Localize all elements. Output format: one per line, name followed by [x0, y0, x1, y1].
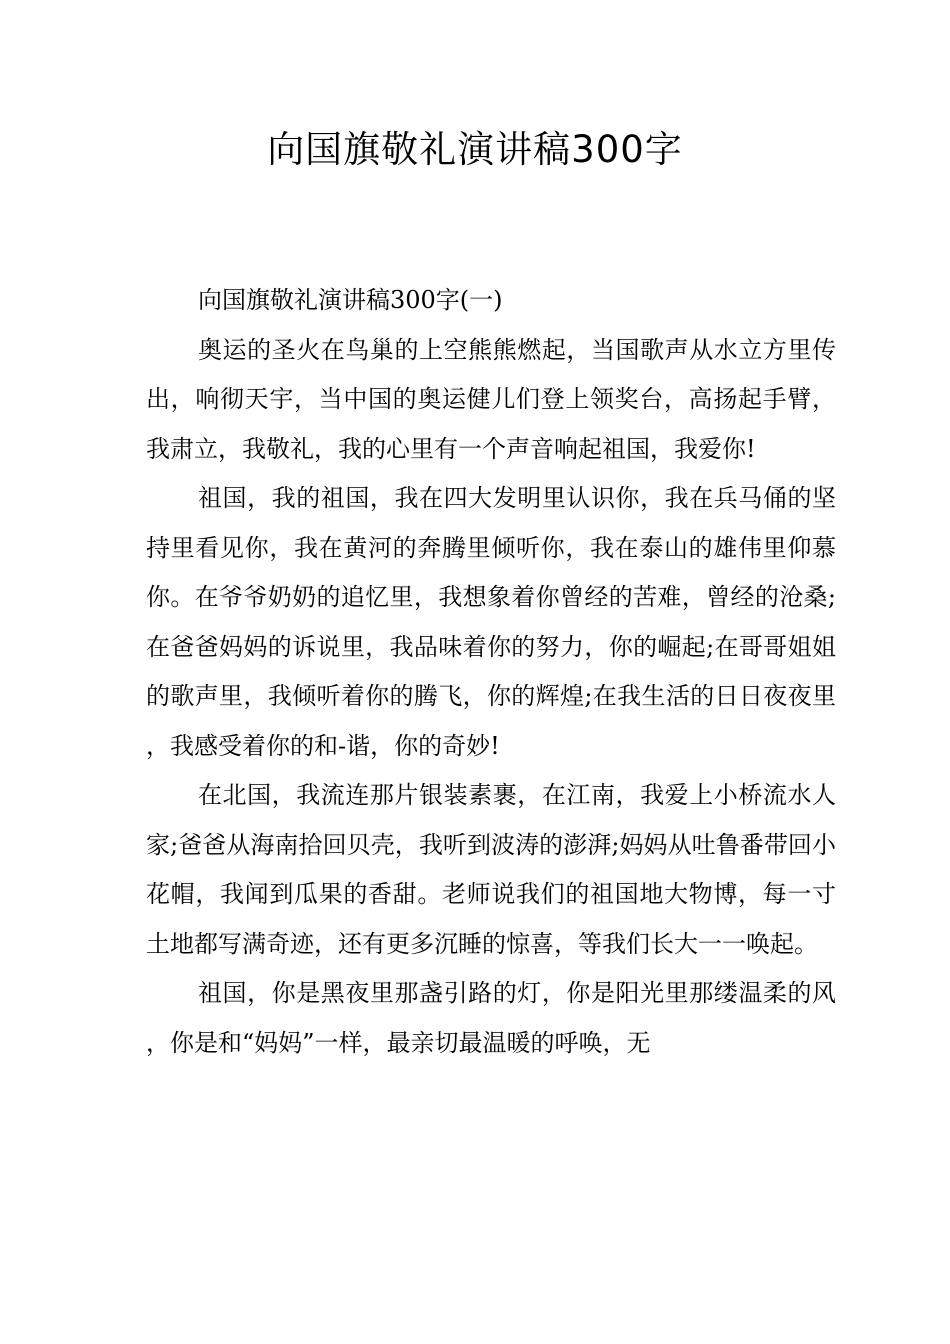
- paragraph-3: 在北国，我流连那片银装素裹，在江南，我爱上小桥流水人家;爸爸从海南拾回贝壳，我听到波涛的澎湃;妈妈从吐鲁番带回小花帽，我闻到瓜果的香甜。老师说我们的祖国地大物博，每一寸土地都写满奇迹，还有更多沉睡的惊喜，等我们长大一一唤起。: [146, 781, 836, 958]
- page-title: 向国旗敬礼演讲稿300字: [267, 128, 683, 171]
- section-subheading: 向国旗敬礼演讲稿300字(一): [198, 286, 503, 314]
- paragraph-4: 祖国，你是黑夜里那盏引路的灯，你是阳光里那缕温柔的风，你是和“妈妈”一样，最亲切最温暖的呼唤，无: [146, 979, 836, 1057]
- document-body: [146, 276, 836, 1068]
- paragraph-1: 奥运的圣火在鸟巢的上空熊熊燃起，当国歌声从水立方里传出，响彻天宇，当中国的奥运健儿们登上领奖台，高扬起手臂，我肃立，我敬礼，我的心里有一个声音响起祖国，我爱你!: [146, 335, 836, 463]
- paragraph-2: 祖国，我的祖国，我在四大发明里认识你，我在兵马俑的坚持里看见你，我在黄河的奔腾里倾听你，我在泰山的雄伟里仰慕你。在爷爷奶奶的追忆里，我想象着你曾经的苦难，曾经的沧桑;在爸爸妈妈的诉说里，我品味着你的努力，你的崛起;在哥哥姐姐的歌声里，我倾听着你的腾飞，你的辉煌;在我生活的日日夜夜里，我感受着你的和-谐，你的奇妙!: [146, 484, 836, 760]
